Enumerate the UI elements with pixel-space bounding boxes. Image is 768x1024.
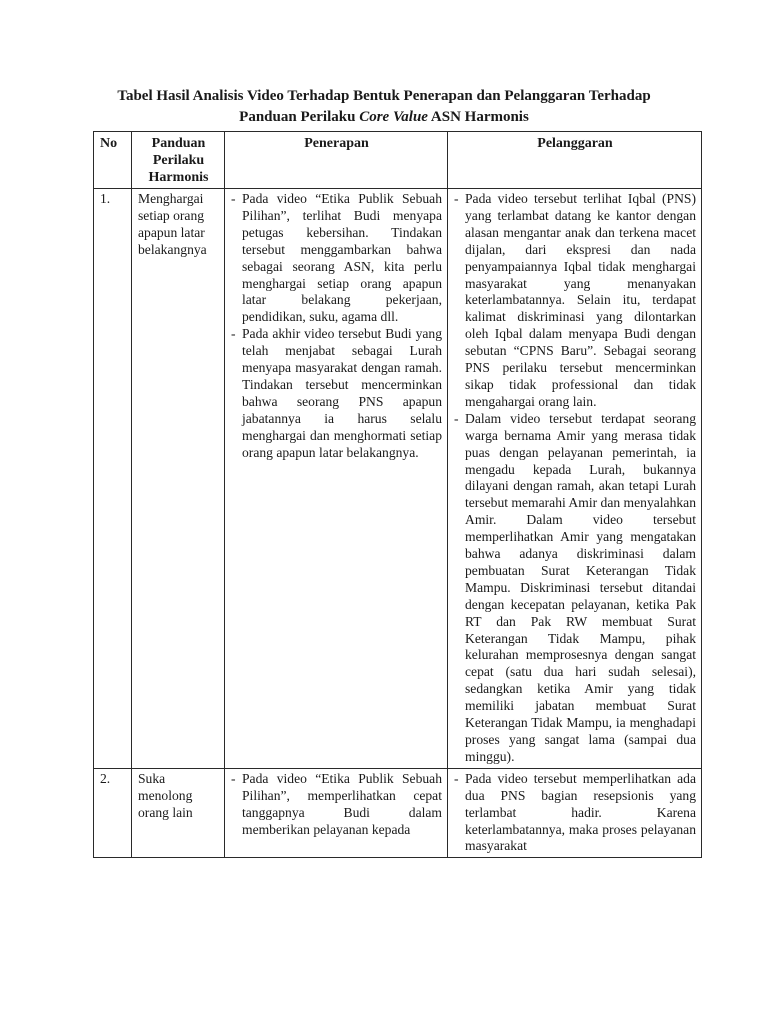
list-item-text: Pada video “Etika Publik Sebuah Pilihan”, memperlihatkan cepat tanggapnya Budi dalam memberikan pelayanan kepada <box>242 770 442 837</box>
penerapan-cell <box>225 189 448 769</box>
guideline-cell: Menghargai setiap orang apapun latar belakangnya <box>132 189 225 769</box>
row-number: 2. <box>94 768 132 858</box>
header-no: No <box>94 132 132 189</box>
bullet-dash: - <box>454 191 459 206</box>
bullet-dash: - <box>231 326 236 342</box>
header-panduan: Panduan Perilaku Harmonis <box>132 132 225 189</box>
penerapan-list <box>231 191 442 462</box>
bullet-dash: - <box>454 770 459 786</box>
list-item <box>231 771 442 839</box>
list-item <box>231 326 442 461</box>
list-item <box>454 771 696 856</box>
list-item <box>231 191 442 326</box>
pelanggaran-cell <box>448 189 702 769</box>
title-line-2-italic: Core Value <box>359 109 428 125</box>
list-item-text: Pada video “Etika Publik Sebuah Pilihan”, terlihat Budi menyapa petugas kebersihan. Tindakan tersebut menggambarkan bahwa sebagai seorang ASN, kita perlu menghargai setiap orang apapun latar belakang pekerjaan, pendidikan, suku, agama dll. <box>242 191 442 325</box>
guideline-cell: Suka menolong orang lain <box>132 768 225 858</box>
bullet-dash: - <box>231 770 236 786</box>
bullet-dash: - <box>231 191 236 206</box>
table-row <box>94 189 702 769</box>
title-line-2 <box>60 107 708 128</box>
list-item <box>454 411 696 766</box>
analysis-table <box>93 131 702 858</box>
penerapan-list <box>231 771 442 839</box>
table-row <box>94 768 702 858</box>
row-number: 1. <box>94 189 132 769</box>
pelanggaran-cell <box>448 768 702 858</box>
bullet-dash: - <box>454 410 459 426</box>
title-line-2-suffix: ASN Harmonis <box>427 109 529 125</box>
pelanggaran-list <box>454 771 696 856</box>
title-line-1: Tabel Hasil Analisis Video Terhadap Bentuk Penerapan dan Pelanggaran Terhadap <box>117 88 651 104</box>
title-line-2-prefix: Panduan Perilaku <box>239 109 360 125</box>
list-item <box>454 191 696 411</box>
header-penerapan: Penerapan <box>225 132 448 189</box>
penerapan-cell <box>225 768 448 858</box>
list-item-text: Pada akhir video tersebut Budi yang telah menjabat sebagai Lurah menyapa masyarakat dengan ramah. Tindakan tersebut mencerminkan bahwa seorang PNS apapun jabatannya ia harus selalu menghargai dan menghormati setiap orang apapun latar belakangnya. <box>242 326 442 460</box>
page-title <box>60 86 708 128</box>
table-header-row <box>94 132 702 189</box>
header-pelanggaran: Pelanggaran <box>448 132 702 189</box>
list-item-text: Pada video tersebut memperlihatkan ada dua PNS bagian resepsionis yang terlambat hadir. Karena keterlambatannya, maka proses pelayanan masyarakat <box>465 770 696 854</box>
list-item-text: Dalam video tersebut terdapat seorang warga bernama Amir yang merasa tidak puas dengan pelayanan pemerintah, ia mengadu kepada Lurah, bukannya dilayani dengan ramah, akan tetapi Lurah tersebut memarahi Amir dan menyalahkan Amir. Dalam video tersebut memperlihatkan Amir yang mengatakan bahwa adanya diskriminasi dalam pembuatan Surat Keterangan Tidak Mampu. Diskriminasi tersebut ditandai dengan kecepatan pelayanan, ketika Pak RT dan Pak RW membuat Surat Keterangan Tidak Mampu, pihak kelurahan memprosesnya dengan sangat cepat (satu dua hari sudah selesai), sedangkan ketika Amir yang tidak memiliki jabatan membuat Surat Keterangan Tidak Mampu, ia menghadapi proses yang sangat lama (sampai dua minggu). <box>465 410 697 764</box>
list-item-text: Pada video tersebut terlihat Iqbal (PNS) yang terlambat datang ke kantor dengan alasan mengantar anak dan terkena macet dijalan, dari ekspresi dan nada penyampaiannya Iqbal tidak menghargai masyarakat yang menanyakan keterlambatannya. Selain itu, terdapat kalimat diskriminasi yang dilontarkan oleh Iqbal dalam menyapa Budi dengan sebutan “CPNS Baru”. Sebagai seorang PNS perilaku tersebut mencerminkan sikap tidak professional dan tidak mengahargai orang lain. <box>465 191 696 409</box>
pelanggaran-list <box>454 191 696 766</box>
